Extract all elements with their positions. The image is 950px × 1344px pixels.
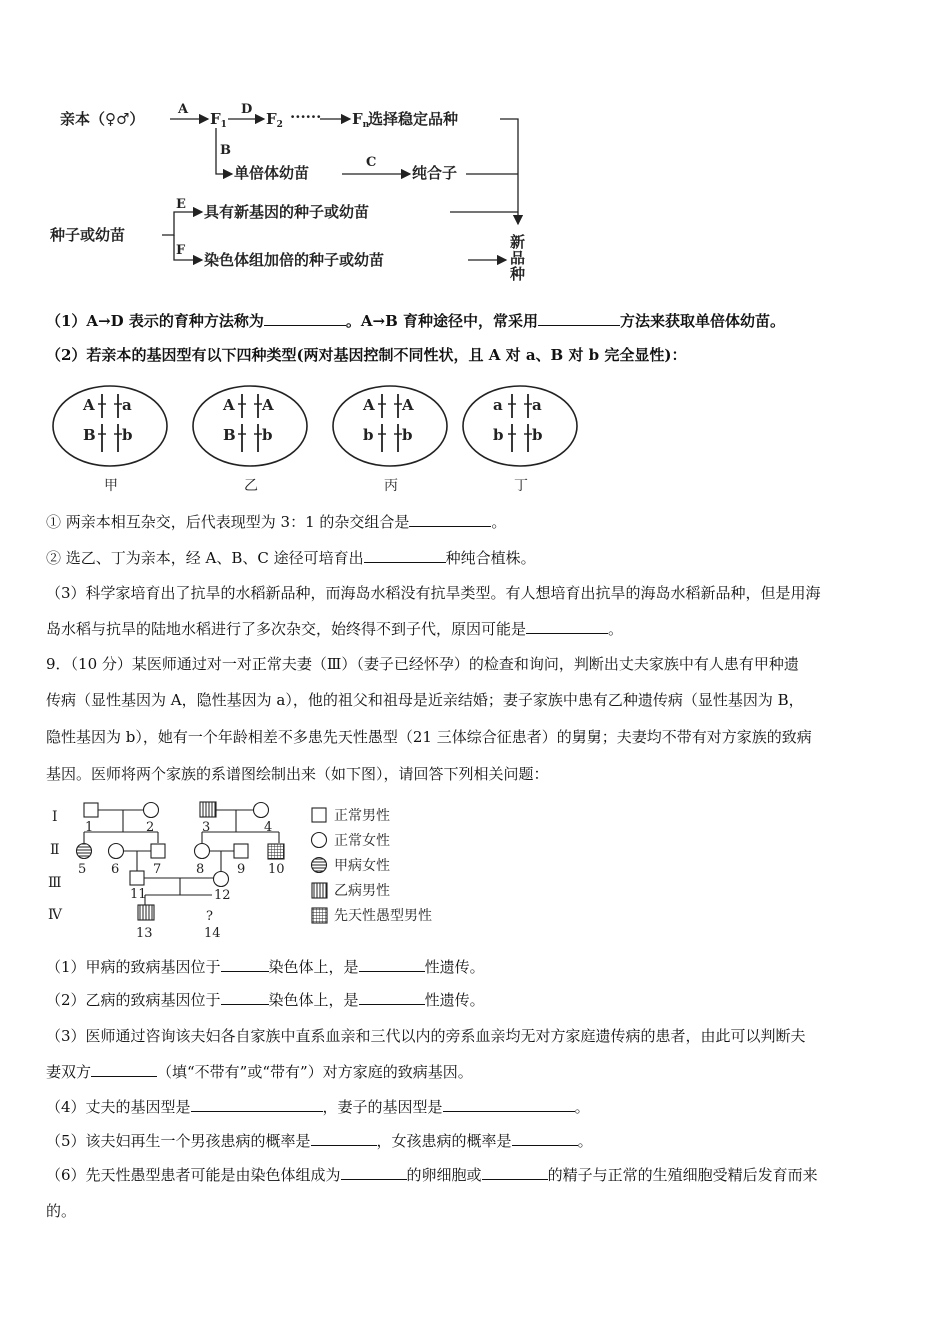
dots-label: ······ [290, 108, 322, 126]
q9-a2-text-b: 染色体上，是 [268, 991, 359, 1009]
allele-label: b [122, 426, 133, 444]
q8-p3-line2 [46, 619, 906, 639]
q8-p3-text-b: 。 [608, 620, 624, 638]
q9-a1-text-b: 染色体上，是 [268, 958, 359, 976]
q9-a4-text-c: 。 [574, 1098, 590, 1116]
allele-label: A [363, 396, 375, 414]
breeding-flowchart [40, 90, 560, 290]
arrow-d-label: D [241, 102, 253, 117]
arrow-c-label: C [366, 155, 377, 170]
f2-label: $F_2$ [266, 110, 283, 130]
seed-label: 种子或幼苗 [50, 226, 126, 244]
answer-blank[interactable] [538, 311, 620, 326]
individual-7-normal-male [151, 844, 165, 858]
q9-a4-text-b: ，妻子的基因型是 [322, 1098, 443, 1116]
cell-label: 丁 [514, 478, 528, 494]
legend-normal-male-icon [312, 808, 326, 822]
q8-s2 [46, 548, 906, 568]
cell-membrane [193, 386, 307, 466]
individual-2-normal-female [144, 803, 159, 818]
legend-label: 甲病女性 [334, 858, 390, 874]
pedigree-number: 10 [268, 862, 285, 877]
answer-blank[interactable] [443, 1097, 575, 1112]
q9-a3-line2 [46, 1062, 906, 1082]
pedigree-number: 3 [202, 820, 211, 835]
q8-p1-text-a: （1）A→D 表示的育种方法称为 [46, 312, 264, 330]
individual-5-disease-a-female [77, 844, 92, 859]
q9-a1-text-a: （1）甲病的致病基因位于 [46, 958, 221, 976]
arrow-a-label: A [178, 102, 189, 117]
allele-label: a [493, 396, 503, 414]
answer-blank[interactable] [341, 1165, 407, 1180]
individual-4-normal-female [254, 803, 269, 818]
q8-p1-text-c: 方法来获取单倍体幼苗。 [619, 312, 785, 330]
q9-a6-text-a: （6）先天性愚型患者可能是由染色体组成为 [46, 1166, 341, 1184]
answer-blank[interactable] [364, 548, 446, 563]
fn-label: $F_n$ [352, 110, 370, 130]
cell-membrane [463, 386, 577, 466]
allele-label: A [83, 396, 95, 414]
pedigree-number: 14 [204, 926, 221, 941]
answer-blank[interactable] [359, 957, 425, 972]
q8-s1 [46, 512, 906, 532]
f1-label: $F_1$ [210, 110, 227, 130]
allele-label: b [262, 426, 273, 444]
answer-blank[interactable] [311, 1131, 377, 1146]
answer-blank[interactable] [91, 1062, 157, 1077]
q8-p1 [46, 311, 906, 331]
haploid-label: 单倍体幼苗 [234, 164, 310, 182]
legend-label: 正常女性 [334, 833, 390, 849]
legend-disease-a-female-icon [312, 858, 327, 873]
legend-label: 乙病男性 [334, 883, 390, 899]
q9-a5 [46, 1131, 906, 1151]
answer-blank[interactable] [221, 990, 269, 1005]
allele-label: b [532, 426, 543, 444]
allele-label: b [402, 426, 413, 444]
q9-a4-text-a: （4）丈夫的基因型是 [46, 1098, 191, 1116]
generation-label: Ⅱ [50, 842, 60, 858]
legend-disease-b-male-icon [312, 883, 327, 898]
individual-10-down-syndrome-male [268, 844, 284, 859]
parent-label: 亲本（♀♂） [60, 110, 145, 128]
q9-a2 [46, 990, 906, 1010]
allele-label: b [363, 426, 374, 444]
q9-a3-line1: （3）医师通过咨询该夫妇各自家族中直系血亲和三代以内的旁系血亲均无对方家庭遗传病的患者，由此可以判断夫 [46, 1027, 806, 1045]
cell-label: 丙 [384, 478, 398, 494]
unknown-mark: ? [206, 909, 213, 924]
cell-4 [463, 386, 577, 494]
answer-blank[interactable] [264, 311, 346, 326]
pedigree-number: 11 [130, 887, 147, 902]
legend-label: 先天性愚型男性 [334, 908, 432, 924]
generation-label: Ⅲ [48, 875, 62, 891]
legend-normal-female-icon [312, 833, 327, 848]
cell-2 [193, 386, 307, 494]
q9-a5-text-a: （5）该夫妇再生一个男孩患病的概率是 [46, 1132, 311, 1150]
q9-intro-line1: 9．（10 分）某医师通过对一对正常夫妻（Ⅲ）（妻子已经怀孕）的检查和询问，判断出丈夫家族中有人患有甲种遗 [46, 655, 799, 673]
pedigree-number: 8 [196, 862, 205, 877]
allele-label: A [402, 396, 414, 414]
allele-label: a [122, 396, 132, 414]
q8-s2-text-b: 种纯合植株。 [445, 549, 536, 567]
pedigree-number: 5 [78, 862, 87, 877]
q8-p2: （2）若亲本的基因型有以下四种类型(两对基因控制不同性状，且 A 对 a、B 对 b 完全显性)： [46, 346, 687, 364]
arrow-b-label: B [220, 143, 231, 158]
q9-a1-text-c: 性遗传。 [424, 958, 485, 976]
new-gene-label: 具有新基因的种子或幼苗 [204, 203, 370, 221]
pedigree-number: 1 [85, 820, 94, 835]
q8-p3-line1: （3）科学家培育出了抗旱的水稻新品种，而海岛水稻没有抗旱类型。有人想培育出抗旱的海岛水稻新品种，但是用海 [46, 584, 821, 602]
cell-membrane [333, 386, 447, 466]
q8-p3-text-a: 岛水稻与抗旱的陆地水稻进行了多次杂交，始终得不到子代，原因可能是 [46, 620, 527, 638]
q8-s1-text-a: ① 两亲本相互杂交，后代表现型为 3：1 的杂交组合是 [46, 513, 410, 531]
pedigree-chart [40, 795, 480, 945]
q9-intro-line2: 传病（显性基因为 A，隐性基因为 a），他的祖父和祖母是近亲结婚；妻子家族中患有乙种遗传病（显性基因为 B， [46, 691, 804, 709]
allele-label: A [262, 396, 274, 414]
generation-label: Ⅰ [52, 809, 58, 825]
cell-label: 乙 [244, 478, 258, 494]
answer-blank[interactable] [359, 990, 425, 1005]
individual-12-normal-female [214, 872, 229, 887]
generation-label: Ⅳ [48, 907, 62, 923]
new-variety-label-3: 种 [510, 265, 526, 283]
pedigree-number: 12 [214, 888, 231, 903]
allele-label: A [223, 396, 235, 414]
individual-13-disease-b-male [138, 905, 154, 920]
q9-a6-text-c: 的精子与正常的生殖细胞受精后发育而来 [547, 1166, 818, 1184]
new-variety-label-2: 品 [510, 249, 526, 267]
cell-1 [53, 386, 167, 494]
arrow-e-label: E [176, 197, 186, 212]
answer-blank[interactable] [191, 1097, 323, 1112]
answer-blank[interactable] [482, 1165, 548, 1180]
arrow-f-label: F [176, 243, 186, 258]
individual-11-normal-male [130, 871, 144, 885]
individual-6-normal-female [109, 844, 124, 859]
q9-a6-line1 [46, 1165, 906, 1185]
pedigree-number: 13 [136, 926, 153, 941]
individual-3-disease-b-male [200, 802, 216, 817]
answer-blank[interactable] [409, 512, 491, 527]
homozygote-label: 纯合子 [412, 164, 458, 182]
q9-a4 [46, 1097, 906, 1117]
answer-blank[interactable] [526, 619, 608, 634]
individual-9-normal-male [234, 844, 248, 858]
pedigree-number: 2 [146, 820, 155, 835]
q9-a2-text-a: （2）乙病的致病基因位于 [46, 991, 221, 1009]
doubled-label: 染色体组加倍的种子或幼苗 [204, 251, 385, 269]
q9-a6-text-b: 的卵细胞或 [406, 1166, 482, 1184]
q9-a3-text-a: 妻双方 [46, 1063, 92, 1081]
q9-a3-text-b: （填“不带有”或“带有”）对方家庭的致病基因。 [157, 1063, 473, 1081]
q9-intro-line4: 基因。医师将两个家族的系谱图绘制出来（如下图），请回答下列相关问题： [46, 765, 549, 783]
q8-p1-text-b: 。A→B 育种途径中，常采用 [345, 312, 538, 330]
cell-label: 甲 [104, 478, 118, 494]
legend-down-syndrome-male-icon [312, 908, 327, 923]
answer-blank[interactable] [221, 957, 269, 972]
pedigree-number: 6 [111, 862, 120, 877]
pedigree-number: 9 [237, 862, 246, 877]
select-stable-label: 选择稳定品种 [368, 110, 459, 128]
allele-label: a [532, 396, 542, 414]
answer-blank[interactable] [512, 1131, 578, 1146]
cell-membrane [53, 386, 167, 466]
q9-a5-text-b: ，女孩患病的概率是 [376, 1132, 512, 1150]
individual-8-normal-female [195, 844, 210, 859]
cell-3 [333, 386, 447, 494]
q9-a2-text-c: 性遗传。 [424, 991, 485, 1009]
individual-1-normal-male [84, 803, 98, 817]
allele-label: B [223, 426, 236, 444]
genotype-cells [50, 384, 590, 496]
allele-label: B [83, 426, 96, 444]
new-variety-label-1: 新 [510, 233, 526, 251]
q9-a5-text-c: 。 [577, 1132, 593, 1150]
pedigree-number: 4 [264, 820, 273, 835]
pedigree-number: 7 [153, 862, 162, 877]
q9-a6-line2: 的。 [46, 1202, 77, 1220]
q8-s1-text-b: 。 [491, 513, 507, 531]
q8-s2-text-a: ② 选乙、丁为亲本，经 A、B、C 途径可培育出 [46, 549, 364, 567]
legend-label: 正常男性 [334, 808, 390, 824]
q9-intro-line3: 隐性基因为 b），她有一个年龄相差不多患先天性愚型（21 三体综合征患者）的舅舅；夫妻均不带有对方家族的致病 [46, 728, 812, 746]
q9-a1 [46, 957, 906, 977]
allele-label: b [493, 426, 504, 444]
